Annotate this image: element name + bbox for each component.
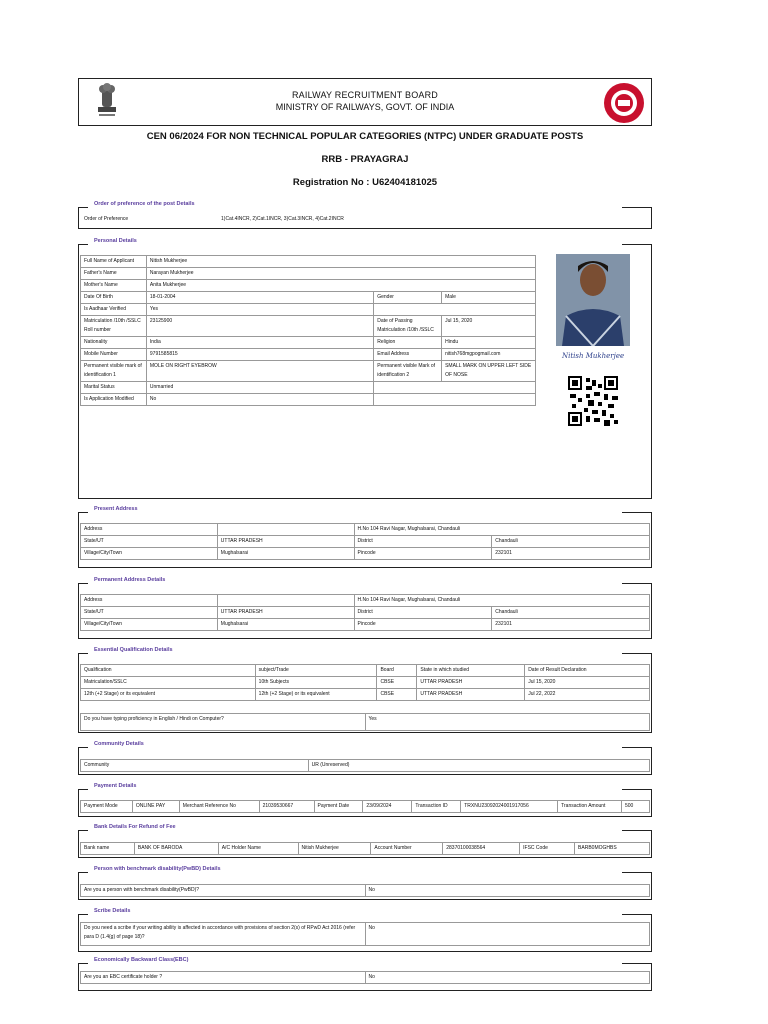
personal-value: No [146, 394, 373, 406]
ebc-question: Are you an EBC certificate holder ? [81, 972, 366, 984]
payment-value: 500 [622, 801, 650, 813]
pwbd-question: Are you a person with benchmark disability(PwBD)? [81, 885, 366, 897]
payment-label: Transaction ID [412, 801, 461, 813]
personal-value: Unmarried [146, 382, 373, 394]
present-address-table [80, 523, 650, 560]
personal-value: India [146, 337, 373, 349]
personal-label: Date of Passing Matriculation /10th /SSLC [374, 316, 442, 337]
typing-answer: Yes [365, 714, 649, 731]
bank-title: Bank Details For Refund of Fee [94, 824, 176, 830]
rrb-title: RRB - PRAYAGRAJ [321, 154, 409, 165]
bank-value: BANK OF BARODA [134, 843, 218, 855]
ebc-table [80, 971, 650, 984]
ministry-name: MINISTRY OF RAILWAYS, GOVT. OF INDIA [275, 102, 455, 112]
indian-railways-logo-icon [603, 82, 645, 124]
table-cell: Jul 15, 2020 [525, 677, 650, 689]
personal-row [81, 394, 536, 406]
column-header: Date of Result Declaration [525, 665, 650, 677]
district-value: Chandauli [492, 536, 650, 548]
pincode-value: 232101 [492, 548, 650, 560]
payment-value: 23/09/2024 [363, 801, 412, 813]
preference-box [78, 207, 652, 229]
personal-value: Anita Mukherjee [146, 280, 535, 292]
bank-table [80, 842, 650, 855]
personal-row [81, 256, 536, 268]
district-label: District [354, 536, 492, 548]
personal-row [81, 304, 536, 316]
preference-label: Order of Preference [84, 216, 129, 222]
table-cell: UTTAR PRADESH [417, 677, 525, 689]
village-value: Mughalsarai [217, 619, 354, 631]
registration-number: Registration No : U62404181025 [292, 177, 438, 188]
community-label: Community [81, 760, 309, 772]
qr-code-icon [568, 376, 618, 426]
table-cell: 12th (+2 Stage) or its equivalent [255, 689, 377, 701]
personal-value: 23125900 [146, 316, 373, 337]
table-cell: 12th (+2 Stage) or its equivalent [81, 689, 256, 701]
bank-value: Nitish Mukherjee [298, 843, 371, 855]
state-value: UTTAR PRADESH [217, 607, 354, 619]
personal-value: Nitish Mukherjee [146, 256, 535, 268]
personal-value: Yes [146, 304, 373, 316]
personal-value: Narayan Mukherjee [146, 268, 535, 280]
address-label: Address [81, 595, 218, 607]
personal-row [81, 268, 536, 280]
personal-value: nitish768mgpogmail.com [442, 349, 536, 361]
personal-label: Matriculation /10th /SSLC Roll number [81, 316, 147, 337]
personal-table [80, 255, 536, 406]
preference-value: 1)Cat.4INCR, 2)Cat.1INCR, 3)Cat.3INCR, 4)Cat.2INCR [221, 216, 344, 222]
payment-label: Payment Date [314, 801, 363, 813]
village-value: Mughalsarai [217, 548, 354, 560]
bank-value: BARB0MOGHBS [575, 843, 650, 855]
payment-value: ONLINE PAY [132, 801, 179, 813]
qualification-header-row [81, 665, 650, 677]
board-name: RAILWAY RECRUITMENT BOARD [291, 90, 439, 100]
table-cell: Jul 22, 2022 [525, 689, 650, 701]
personal-row [81, 382, 536, 394]
personal-label: Permanent visible mark of identification 1 [81, 361, 147, 382]
personal-label: Gender [374, 292, 442, 304]
table-cell: CBSE [377, 677, 417, 689]
payment-title: Payment Details [94, 783, 137, 789]
scribe-question: Do you need a scribe if your writing ability is affected in accordance with provisions of section 2(s) of RPwD Act 2016 (refer para D (1.4(g) of page 18)? [81, 923, 366, 946]
header-box [78, 78, 652, 126]
bank-value: 28370100038564 [443, 843, 520, 855]
table-row [81, 677, 650, 689]
payment-label: Payment Mode [81, 801, 133, 813]
permanent-address-table [80, 594, 650, 631]
scribe-title: Scribe Details [94, 908, 131, 914]
personal-label: Marital Status [81, 382, 147, 394]
ebc-title: Economically Backward Class(EBC) [94, 957, 189, 963]
column-header: subject/Trade [255, 665, 377, 677]
personal-label: Religion [374, 337, 442, 349]
district-label: District [354, 607, 492, 619]
qualification-title: Essential Qualification Details [94, 647, 173, 653]
typing-question: Do you have typing proficiency in English / Hindi on Computer? [81, 714, 366, 731]
personal-label: Is Application Modified [81, 394, 147, 406]
personal-label: Mother's Name [81, 280, 147, 292]
state-value: UTTAR PRADESH [217, 536, 354, 548]
bank-label: Account Number [371, 843, 443, 855]
personal-row [81, 292, 536, 304]
address-value: H.No 104 Ravi Nagar, Mughalsarai, Chandauli [354, 595, 649, 607]
cen-title: CEN 06/2024 FOR NON TECHNICAL POPULAR CATEGORIES (NTPC) UNDER GRADUATE POSTS [146, 131, 584, 142]
pincode-label: Pincode [354, 548, 492, 560]
payment-label: Transaction Amount [558, 801, 622, 813]
table-cell: CBSE [377, 689, 417, 701]
column-header: Qualification [81, 665, 256, 677]
district-value: Chandauli [492, 607, 650, 619]
personal-row [81, 349, 536, 361]
personal-label: Nationality [81, 337, 147, 349]
personal-row [81, 337, 536, 349]
bank-label: IFSC Code [520, 843, 575, 855]
bank-label: A/C Holder Name [218, 843, 298, 855]
applicant-photo [556, 254, 630, 346]
scribe-table [80, 922, 650, 946]
column-header: State in which studied [417, 665, 525, 677]
address-label: Address [81, 524, 218, 536]
personal-label: Email Address [374, 349, 442, 361]
personal-row [81, 280, 536, 292]
state-label: State/UT [81, 536, 218, 548]
personal-value: MOLE ON RIGHT EYEBROW [146, 361, 373, 382]
applicant-signature: Nitish Mukherjee [562, 352, 625, 360]
ebc-answer: No [365, 972, 650, 984]
personal-value: 9791585815 [146, 349, 373, 361]
payment-table [80, 800, 650, 813]
present-address-title: Present Address [94, 506, 138, 512]
personal-label: Father's Name [81, 268, 147, 280]
table-row [81, 689, 650, 701]
personal-value: SMALL MARK ON UPPER LEFT SIDE OF NOSE [442, 361, 536, 382]
personal-label: Date Of Birth [81, 292, 147, 304]
table-cell: 10th Subjects [255, 677, 377, 689]
personal-label: Mobile Number [81, 349, 147, 361]
scribe-answer: No [365, 923, 649, 946]
preference-title: Order of preference of the post Details [94, 201, 195, 207]
community-title: Community Details [94, 741, 144, 747]
personal-value: Hindu [442, 337, 536, 349]
community-table [80, 759, 650, 772]
payment-label: Merchant Reference No [179, 801, 259, 813]
table-cell: Matriculation/SSLC [81, 677, 256, 689]
personal-label: Is Aadhaar Verified [81, 304, 147, 316]
qualification-table [80, 664, 650, 701]
column-header: Board [377, 665, 417, 677]
personal-label: Full Name of Applicant [81, 256, 147, 268]
payment-value: TRXNU23092024001917056 [461, 801, 558, 813]
personal-label: Permanent visible Mark of identification 2 [374, 361, 442, 382]
community-value: UR (Unreserved) [308, 760, 649, 772]
address-value: H.No 104 Ravi Nagar, Mughalsarai, Chandauli [354, 524, 649, 536]
personal-title: Personal Details [94, 238, 137, 244]
state-label: State/UT [81, 607, 218, 619]
pwbd-table [80, 884, 650, 897]
personal-row [81, 361, 536, 382]
personal-value: 18-01-2004 [146, 292, 373, 304]
village-label: Village/City/Town [81, 548, 218, 560]
pwbd-answer: No [365, 885, 649, 897]
typing-table [80, 713, 650, 731]
permanent-address-title: Permanent Address Details [94, 577, 166, 583]
table-cell: UTTAR PRADESH [417, 689, 525, 701]
bank-label: Bank name [81, 843, 135, 855]
personal-row [81, 316, 536, 337]
payment-value: 21039530667 [259, 801, 314, 813]
pincode-value: 232101 [492, 619, 650, 631]
pincode-label: Pincode [354, 619, 492, 631]
personal-value: Male [442, 292, 536, 304]
village-label: Village/City/Town [81, 619, 218, 631]
pwbd-title: Person with benchmark disability(PwBD) Details [94, 866, 221, 872]
personal-value: Jul 15, 2020 [442, 316, 536, 337]
